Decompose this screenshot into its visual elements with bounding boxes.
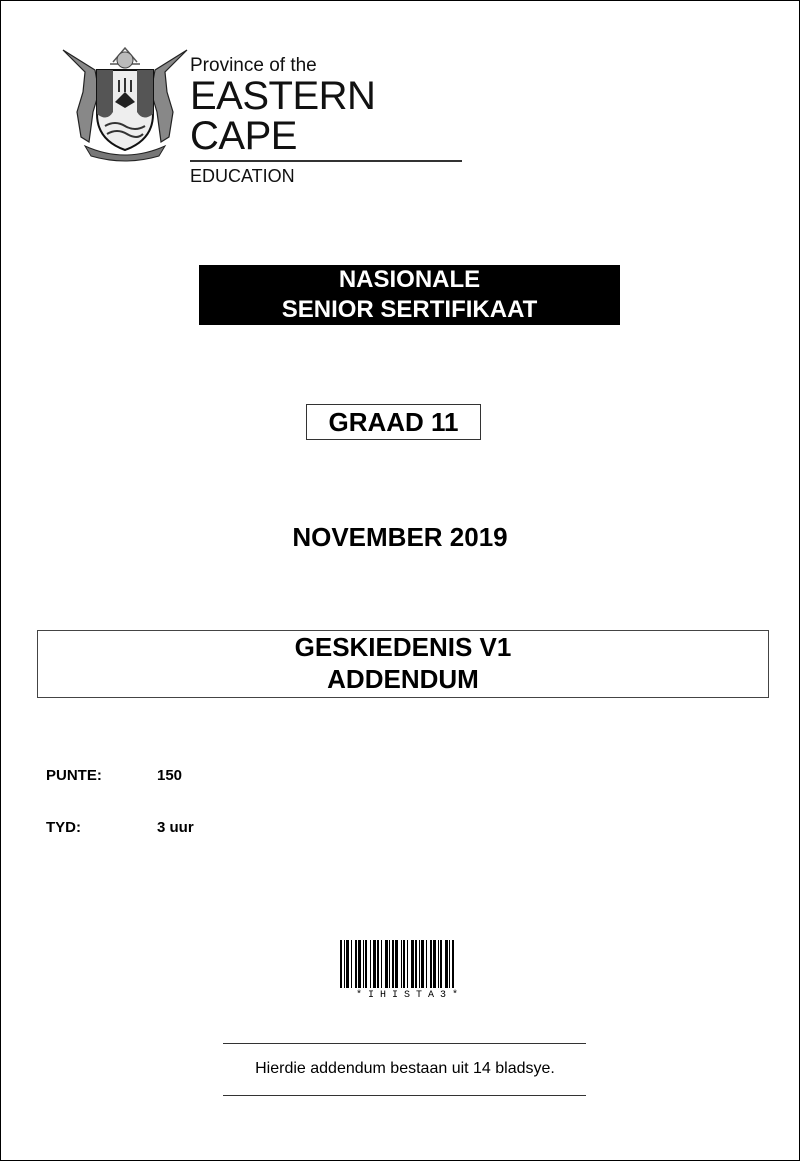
coat-of-arms-icon (55, 42, 195, 162)
subject-title: GESKIEDENIS V1 (294, 632, 512, 662)
grade-box: GRAAD 11 (306, 404, 481, 440)
subject-subtitle: ADDENDUM (327, 664, 479, 694)
banner-line-2: SENIOR SERTIFIKAAT (281, 296, 538, 323)
info-row-marks (46, 767, 182, 784)
exam-date: NOVEMBER 2019 (292, 522, 508, 552)
time-label: TYD: (46, 819, 81, 836)
barcode (340, 940, 478, 988)
eastern-cape-education-logo (55, 42, 475, 186)
info-row-time (46, 819, 194, 836)
certificate-banner (199, 265, 620, 325)
barcode-text: *IHISTA3* (355, 990, 464, 1001)
marks-value: 150 (157, 767, 183, 784)
page-count-note: Hierdie addendum bestaan uit 14 bladsye. (255, 1060, 555, 1077)
marks-label: PUNTE: (46, 767, 102, 784)
logo-line-education: EDUCATION (190, 166, 295, 186)
time-value: 3 uur (157, 819, 194, 836)
footer-top-rule (223, 1043, 586, 1044)
logo-divider (190, 160, 462, 162)
banner-line-1: NASIONALE (338, 266, 481, 293)
logo-line-province: Province of the (190, 55, 317, 76)
footer-bottom-rule (223, 1095, 586, 1096)
logo-line-eastern-cape: EASTERN CAPE (190, 74, 376, 158)
subject-box (37, 630, 769, 698)
